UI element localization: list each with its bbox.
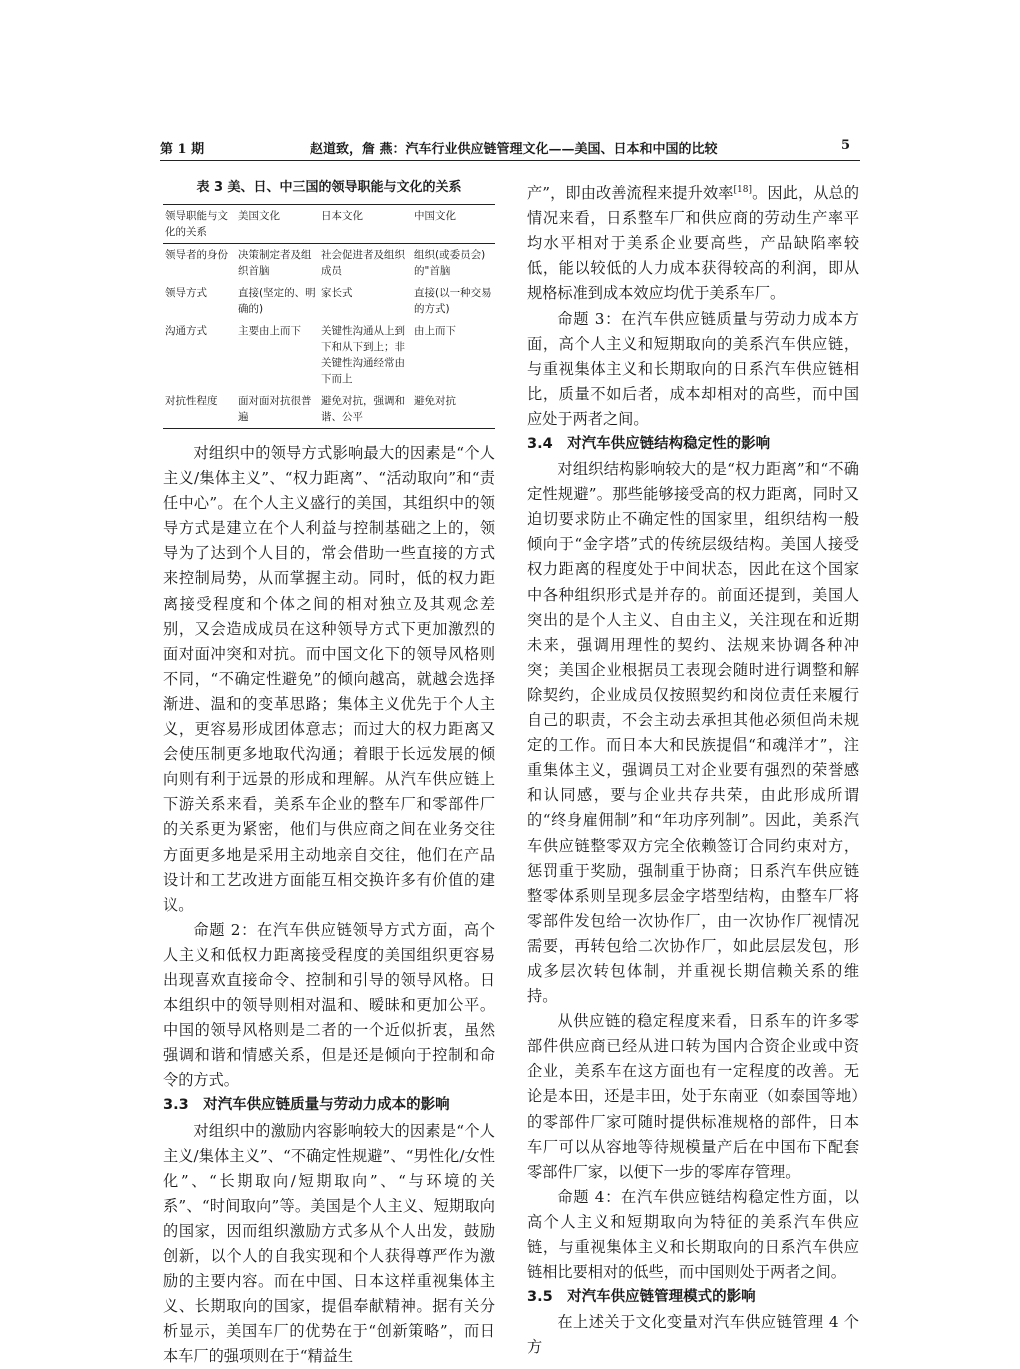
table-cell: 避免对抗，强调和谐、公平 — [321, 395, 406, 423]
header-rule — [160, 160, 860, 161]
table-caption: 表 3 美、日、中三国的领导职能与文化的关系 — [196, 180, 462, 195]
running-title: 赵道致，詹 燕：汽车行业供应链管理文化——美国、日本和中国的比较 — [310, 142, 718, 157]
table-3 — [163, 178, 495, 429]
paragraph-text: 。因此，从总的情况来看，日系整车厂和供应商的劳动生产率平均水平相对于美系企业要高些，产品缺陷率较低，能以较低的人力成本获得较高的利润，即从规格标准到成本效应均优于美系车厂。 — [527, 184, 860, 303]
table-row — [163, 282, 495, 320]
left-column — [163, 178, 495, 1369]
running-header — [160, 138, 860, 160]
proposition-4: 命题 4：在汽车供应链结构稳定性方面，以高个人主义和短期取向为特征的美系汽车供应链，与重视集体主义和长期取向的日系汽车供应链相比要相对的低些，而中国则处于两者之间。 — [527, 1187, 859, 1282]
table-cell: 领导方式 — [165, 287, 207, 299]
paragraph: 对组织结构影响较大的是“权力距离”和“不确定性规避”。那些能够接受高的权力距离，同时又迫切要求防止不确定性的国家里，组织结构一般倾向于“金字塔”式的传统层级结构。美国人接受权力距离的程度处于中间状态，因此在这个国家中各种组织形式是并存的。前面还提到，美国人突出的是个人主义、自由主义，关注现在和近期未来，强调用理性的契约、法规来协调各种冲突；美国企业根据员工表现会随时进行调整和解除契约，企业成员仅按照契约和岗位责任来履行自己的职责，不会主动去承担其他必须但尚未规定的工作。而日本大和民族提倡“和魂洋才”，注重集体主义，强调员工对企业要有强烈的荣誉感和认同感，要与企业共存共荣，由此形成所谓的“终身雇佣制”和“年功序列制”。因此，美系汽车供应链整零双方完全依赖签订合同约束对方，惩罚重于奖励，强制重于协商；日系汽车供应链整零体系则呈现多层金字塔型结构，由整车厂将零部件发包给一次协作厂，由一次协作厂视情况需要，再转包给二次协作厂，如此层层发包，形成多层次转包体制，并重视长期信赖关系的维持。 — [527, 460, 859, 1006]
table-cell: 避免对抗 — [413, 395, 456, 407]
table-row — [163, 244, 495, 283]
table-header-cell: 日本文化 — [321, 210, 364, 222]
table-cell: 家长式 — [321, 287, 353, 299]
table-header-cell: 领导职能与文化的关系 — [165, 210, 228, 238]
table-cell: 直接(坚定的、明确的) — [238, 287, 316, 315]
table-header-cell: 美国文化 — [238, 210, 281, 222]
table-cell: 决策制定者及组织首脑 — [238, 249, 312, 277]
proposition-2: 命题 2：在汽车供应链领导方式方面，高个人主义和低权力距离接受程度的美国组织更容易出现喜欢直接命令、控制和引导的领导风格。日本组织中的领导则相对温和、暧昧和更加公平。中国的领导风格则是二者的一个近似折衷，虽然强调和谐和情感关系，但是还是倾向于控制和命令的方式。 — [163, 920, 495, 1090]
table-cell: 由上而下 — [413, 325, 456, 337]
proposition-3: 命题 3：在汽车供应链质量与劳动力成本方面，高个人主义和短期取向的美系汽车供应链，与重视集体主义和长期取向的日系汽车供应链相比，质量不如后者，成本却相对的高些，而中国应处于两者之间。 — [527, 309, 859, 428]
paragraph: 从供应链的稳定程度来看，日系车的许多零部件供应商已经从进口转为国内合资企业或中资企业，美系车在这方面也有一定程度的改善。无论是本田，还是丰田，处于东南亚（如泰国等地）的零部件厂家可随时提供标准规格的部件，日本车厂可以从容地等待规模量产后在中国布下配套零部件厂家，以便下一步的零库存管理。 — [527, 1012, 859, 1181]
paragraph: 在上述关于文化变量对汽车供应链管理 4 个方 — [527, 1313, 859, 1357]
table-row — [163, 320, 495, 390]
section-heading-3-3: 3.3 对汽车供应链质量与劳动力成本的影响 — [163, 1097, 450, 1114]
table-header-cell: 中国文化 — [413, 210, 456, 222]
table-cell: 面对面对抗很普遍 — [238, 395, 312, 423]
paragraph-continued — [527, 178, 859, 307]
table-cell: 沟通方式 — [165, 325, 207, 337]
table-header-row — [163, 205, 495, 244]
issue-label: 第 1 期 — [160, 142, 205, 157]
table-cell: 社会促进者及组织成员 — [321, 249, 406, 277]
paragraph: 对组织中的领导方式影响最大的因素是“个人主义/集体主义”、“权力距离”、“活动取向”和“责任中心”。在个人主义盛行的美国，其组织中的领导方式是建立在个人利益与控制基础之上的，领导为了达到个人目的，常会借助一些直接的方式来控制局势，从而掌握主动。同时，低的权力距离接受程度和个体之间的相对独立及其观念差别，又会造成成员在这种领导方式下更加激烈的面对面冲突和对抗。而中国文化下的领导风格则不同，“不确定性避免”的倾向越高，就越会选择渐进、温和的变革思路；集体主义优先于个人主义，更容易形成团体意志；而过大的权力距离又会使压制更多地取代沟通；着眼于长远发展的倾向则有利于远景的形成和理解。从汽车供应链上下游关系来看，美系车企业的整车厂和零部件厂的关系更为紧密，他们与供应商之间在业务交往方面更多地是采用主动地亲自交往，他们在产品设计和工艺改进方面能互相交换许多有价值的建议。 — [163, 444, 495, 914]
paragraph: 对组织中的激励内容影响较大的因素是“个人主义/集体主义”、“不确定性规避”、“男性化/女性化”、“长期取向/短期取向”、“与环境的关系”、“时间取向”等。美国是个人主义、短期取向的国家，因而组织激励方式多从个人出发，鼓励创新，以个人的自我实现和个人获得尊严作为激励的主要内容。而在中国、日本这样重视集体主义、长期取向的国家，提倡奉献精神。据有关分析显示，美国车厂的优势在于“创新策略”，而日本车厂的强项则在于“精益生 — [163, 1121, 495, 1366]
table-cell: 领导者的身份 — [165, 249, 228, 261]
table-row — [163, 390, 495, 429]
page-number: 5 — [840, 138, 850, 153]
table-cell: 组织(或委员会)的"首脑 — [413, 249, 486, 277]
paragraph-text: 产”，即由改善流程来提升效率 — [527, 184, 734, 203]
table-cell: 对抗性程度 — [165, 395, 218, 407]
citation-ref: [18] — [733, 185, 753, 195]
section-heading-3-5: 3.5 对汽车供应链管理模式的影响 — [527, 1289, 756, 1306]
leadership-culture-table — [163, 204, 495, 429]
table-cell: 直接(以一种交易的方式) — [413, 287, 492, 315]
right-column — [527, 178, 859, 1360]
section-heading-3-4: 3.4 对汽车供应链结构稳定性的影响 — [527, 436, 771, 452]
table-cell: 主要由上而下 — [238, 325, 302, 337]
table-cell: 关键性沟通从上到下和从下到上；非关键性沟通经常由下而上 — [321, 325, 406, 385]
